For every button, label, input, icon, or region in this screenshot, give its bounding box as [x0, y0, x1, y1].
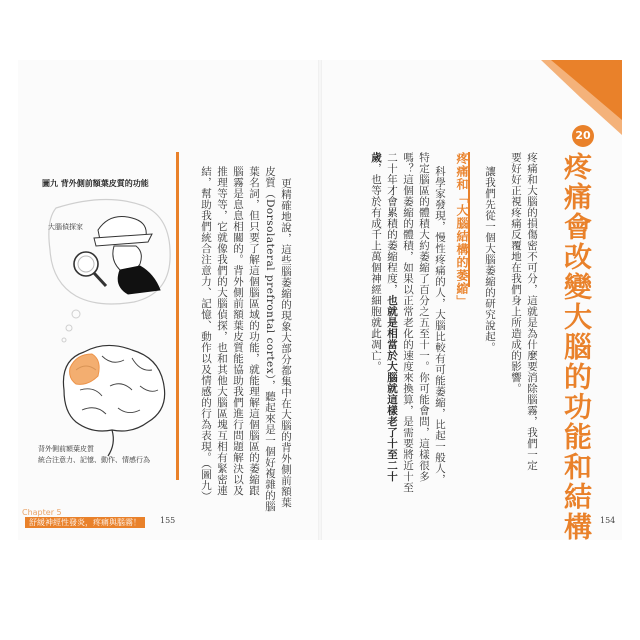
chapter-ribbon: [541, 60, 622, 135]
section-heading: 疼痛和「大腦結構的萎縮」: [455, 152, 469, 308]
chapter-number-badge: 20: [572, 125, 594, 147]
body-line-5: [368, 152, 383, 372]
intro-line-3: 讓我們先從一個大腦萎縮的研究說起。: [484, 166, 496, 353]
brain-icon: [63, 345, 164, 456]
intro-line-2: 要好好正視疼痛反覆地在我們身上所造成的影響。: [510, 152, 522, 394]
left-body-line-4: 腦霧是息息相關的。背外側前額葉皮質能協助我們進行問題解決以及: [232, 166, 244, 496]
body-line-3: 嗎？這個萎縮的體積，如果以正常老化的速度來換算，是需要將近十至: [402, 152, 414, 493]
left-body-line-5: 推理等等，它就像我們的大腦偵探，也和其他大腦區塊互相有緊密連: [216, 166, 228, 496]
body-line-4-plain: 二十年才會累積的萎縮程度，: [386, 152, 398, 295]
left-body-line-2: 皮質（Dorsolateral prefrontal cortex），聽起來是一個好複雜的腦: [264, 166, 276, 512]
detective-label: 大腦偵探家: [48, 223, 83, 231]
chapter-footer: [22, 508, 145, 528]
body-bold-1: 也就是相當於大腦就這樣老了十至二十: [386, 295, 398, 482]
body-tail: ，也等於有成千上萬個神經細胞就此凋亡。: [370, 163, 382, 372]
bubble-dot-3: [62, 338, 66, 342]
figure-title: 圖九 背外側前額葉皮質的功能: [42, 179, 149, 188]
page-number-left: 155: [160, 516, 176, 525]
chapter-title: 疼痛會改變大腦的功能和結構: [560, 152, 593, 542]
left-body-line-6: 結，幫助我們統合注意力、記憶、動作以及情感的行為表現。（圖九）: [200, 166, 212, 502]
book-gutter: [318, 60, 322, 540]
page-number-right: 154: [600, 516, 616, 525]
bubble-dot-2: [66, 325, 72, 331]
detective-icon: [74, 217, 160, 295]
footer-tag: 舒緩神經性發炎，疼痛與腦霧！: [25, 517, 145, 528]
body-bold-2: 歲: [370, 152, 382, 163]
intro-line-1: 疼痛和大腦的損傷密不可分，這就是為什麼要消除腦霧，我們一定: [526, 152, 538, 471]
bubble-dot-1: [72, 310, 80, 318]
figure-divider: [176, 152, 179, 480]
footer-chapter: Chapter 5: [22, 508, 62, 517]
brain-label-desc: 統合注意力、記憶、動作、情感行為: [38, 456, 150, 464]
body-line-4: [384, 152, 399, 482]
body-line-1: 科學家發現，慢性疼痛的人，大腦比較有可能萎縮，比起一般人，: [434, 166, 446, 485]
body-line-2: 特定腦區的體積大約萎縮了百分之五至十一。你可能會問，這樣很多: [418, 152, 430, 482]
left-body-line-1: 更精確地說，這些腦萎縮的現象大部分都集中在大腦的背外側前額葉: [280, 178, 292, 508]
left-body-line-3: 葉名詞，但只要了解這個腦區域的功能，就能理解這個腦區的萎縮跟: [248, 166, 260, 496]
brain-label-title: 背外側前額葉皮質: [38, 445, 94, 453]
